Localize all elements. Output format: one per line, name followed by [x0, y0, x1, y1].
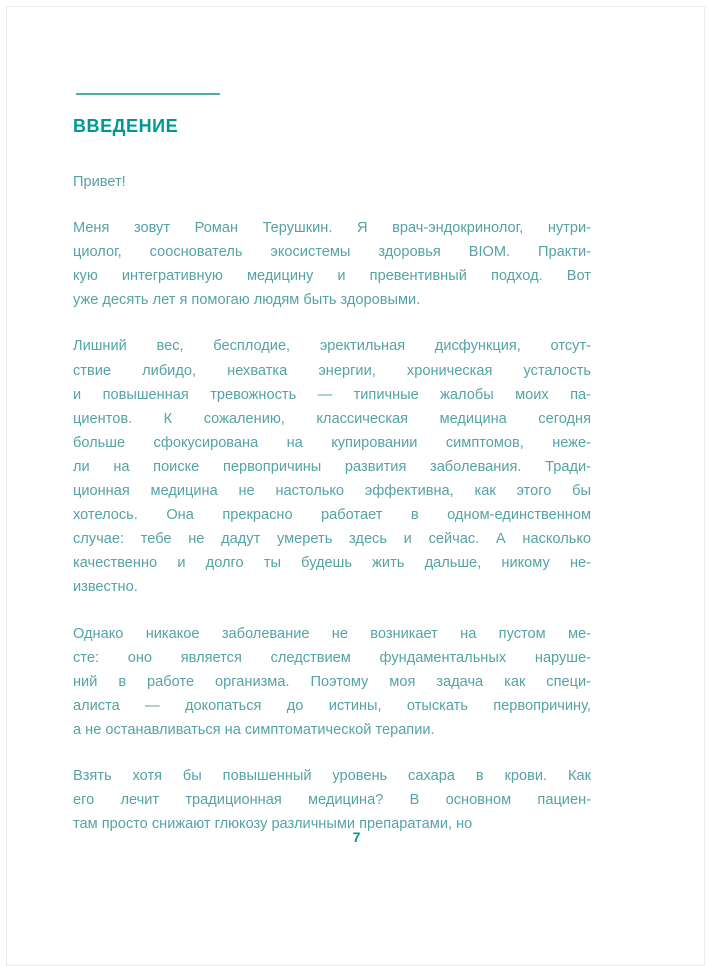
text-line: Взять хотя бы повышенный уровень сахара в крови. Как — [73, 767, 591, 784]
text-line: там просто снижают глюкозу различными препаратами, но — [73, 816, 473, 833]
text-line: циентов. К сожалению, классическая медицина сегодня — [73, 410, 591, 427]
text-line: случае: тебе не дадут умереть здесь и сейчас. А насколько — [73, 531, 591, 548]
body-text-column — [73, 170, 591, 836]
text-line: известно. — [73, 579, 138, 596]
page-number: 7 — [352, 829, 361, 845]
text-line: его лечит традиционная медицина? В основном пациен- — [73, 792, 591, 809]
text-line: хотелось. Она прекрасно работает в одном-единственном — [73, 507, 591, 524]
text-line: алиста — докопаться до истины, отыскать первопричину, — [73, 697, 591, 714]
text-line: ционная медицина не настолько эффективна, как этого бы — [73, 483, 591, 500]
text-line: и повышенная тревожность — типичные жалобы моих па- — [73, 386, 591, 403]
text-line: ствие либидо, нехватка энергии, хроническая усталость — [73, 362, 591, 379]
text-line: циолог, сооснователь экосистемы здоровья BIOM. Практи- — [73, 244, 591, 261]
page-title: ВВЕДЕНИЕ — [73, 116, 179, 136]
text-line: ний в работе организма. Поэтому моя задача как специ- — [73, 673, 591, 690]
text-line: Меня зовут Роман Терушкин. Я врач-эндокринолог, нутри- — [73, 220, 591, 237]
text-line: сте: оно является следствием фундаментальных наруше- — [73, 649, 591, 666]
section-divider-rule — [76, 93, 220, 95]
text-line: а не останавливаться на симптоматической терапии. — [73, 721, 435, 738]
paragraph-root-cause — [73, 622, 591, 742]
text-line: Лишний вес, бесплодие, эректильная дисфункция, отсут- — [73, 338, 591, 355]
paragraph-introduction — [73, 216, 591, 312]
paragraph-greeting — [73, 170, 591, 194]
text-line: кую интегративную медицину и превентивный подход. Вот — [73, 268, 591, 285]
book-page — [6, 6, 705, 966]
text-line: больше сфокусирована на купировании симптомов, неже- — [73, 434, 591, 451]
text-line: уже десять лет я помогаю людям быть здоровыми. — [73, 292, 421, 309]
paragraph-blood-sugar-example — [73, 764, 591, 836]
text-line: ли на поиске первопричины развития заболевания. Тради- — [73, 458, 591, 475]
paragraph-typical-complaints — [73, 334, 591, 599]
text-line: Привет! — [73, 174, 126, 190]
text-line: качественно и долго ты будешь жить дальше, никому не- — [73, 555, 591, 572]
text-line: Однако никакое заболевание не возникает на пустом ме- — [73, 625, 591, 642]
